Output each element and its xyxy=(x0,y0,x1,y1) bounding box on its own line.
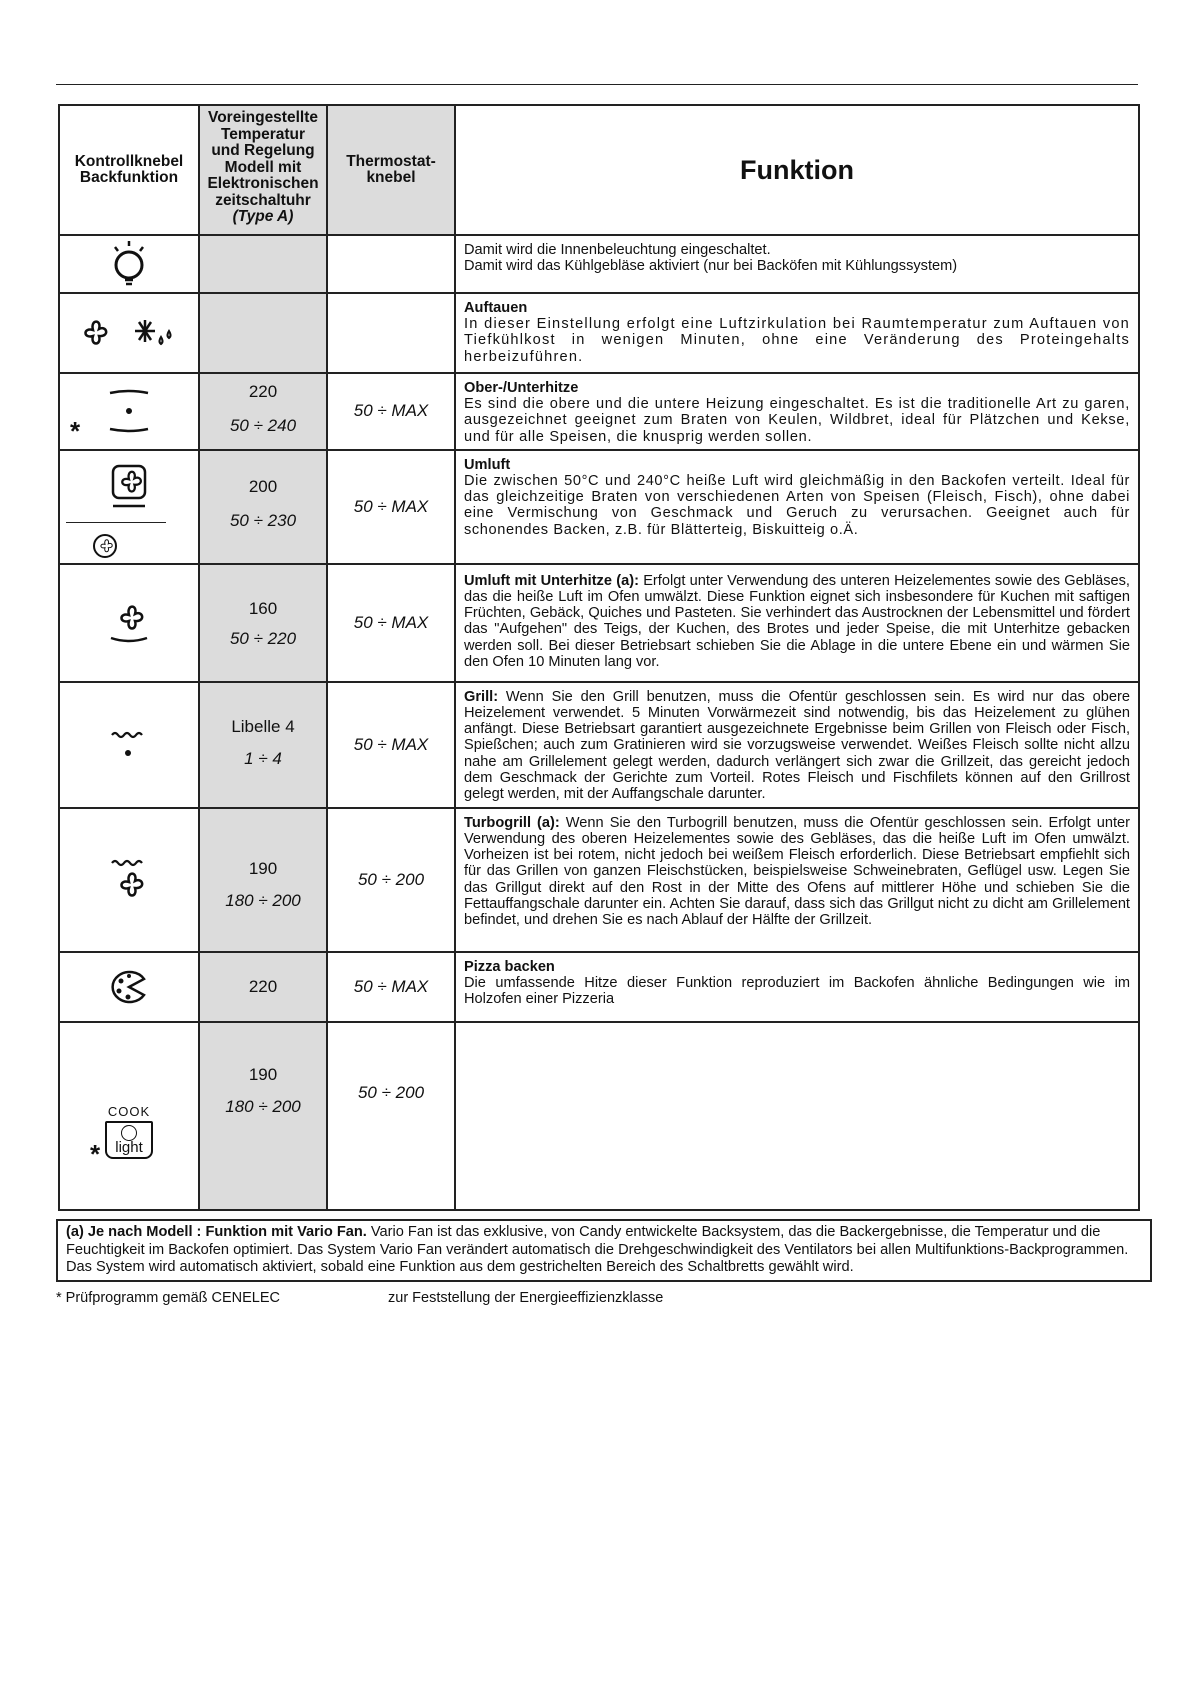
function-description xyxy=(455,1022,1139,1210)
lamp-icon xyxy=(59,235,199,293)
preset-temp-cell: 200 50 ÷ 230 xyxy=(199,450,327,564)
table-row xyxy=(59,808,1139,952)
function-description: Pizza backen Die umfassende Hitze dieser Funktion reproduziert im Backofen ähnliche Bedingungen wie im Holzofen einer Pizzeria xyxy=(455,952,1139,1022)
top-bottom-heat-icon xyxy=(59,373,199,450)
grill-icon xyxy=(59,682,199,808)
turbogrill-icon xyxy=(59,808,199,952)
energy-test-asterisk: * xyxy=(70,416,81,446)
preset-temp-cell: 190 180 ÷ 200 xyxy=(199,1022,327,1210)
thermostat-cell: 50 ÷ MAX xyxy=(327,682,455,808)
function-description: Auftauen In dieser Einstellung erfolgt eine Luftzirkulation bei Raumtemperatur zum Auftauen von Tiefkühlkost in wenigen Minuten, ohne eine Veränderung des Proteingehalts herbeizuführen. xyxy=(455,293,1139,373)
table-row xyxy=(59,450,1139,564)
header-thermostat: Thermostat- knebel xyxy=(327,105,455,235)
preset-temp-cell: 220 xyxy=(199,952,327,1022)
function-table xyxy=(58,104,1140,1211)
preset-temp-cell: 190 180 ÷ 200 xyxy=(199,808,327,952)
energy-test-asterisk: * xyxy=(90,1138,101,1169)
footnote-cenelec: * Prüfprogramm gemäß CENELEC xyxy=(56,1290,281,1306)
function-description: Umluft Die zwischen 50°C und 240°C heiße Luft wird gleichmäßig in den Backofen verteilt. Ideal für das gleichzeitige Braten von verschiedenen Arten von Speisen (Fleisch, Fisch), ohne dabei eine Vermischung von Geschmack und Geruch zu verursachen. Geeignet auch für schonendes Backen, z.B. für Blätterteig, Biskuitteig o.Ä. xyxy=(455,450,1139,564)
table-header-row xyxy=(59,105,1139,235)
preset-temp-cell xyxy=(199,293,327,373)
function-description: Ober-/Unterhitze Es sind die obere und die untere Heizung eingeschaltet. Es ist die traditionelle Art zu garen, ausgezeichnet geeignet zum Braten von Keulen, Wildbret, ideal für Plätzchen und Kekse, und für alle Speisen, die knusprig werden sollen. xyxy=(455,373,1139,450)
thermostat-cell xyxy=(327,293,455,373)
header-preset-temp: Voreingestellte Temperatur und Regelung Modell mit Elektronischen zeitschaltuhr (Type A) xyxy=(199,105,327,235)
top-rule xyxy=(56,84,1138,85)
function-description: Grill: Wenn Sie den Grill benutzen, muss die Ofentür geschlossen sein. Es wird nur das obere Heizelement verwendet. 5 Minuten Vorwärmezeit sind notwendig, bis das Heizelement zu glühen anfängt. Diese Betriebsart garantiert ausgezeichnete Ergebnisse beim Grillen von Fleisch oder Fisch, Spießchen; auch zum Gratinieren wird sie vorzugsweise verwendet. Weißes Fleisch sollte nicht allzu nahe am Grillelement gelegt werden, dadurch verlängert sich zwar die Grillzeit, das gereicht jedoch dem Geschmack der Gerichte zum Vorteil. Rotes Fleisch und Fischfilets können auf den Grillrost gelegt werden, mit der Auffangschale darunter. xyxy=(455,682,1139,808)
function-description: Umluft mit Unterhitze (a): Erfolgt unter Verwendung des unteren Heizelementes sowie des Gebläses, das die heiße Luft im Ofen umwälzt. Diese Funktion eignet sich insbesondere für Kuchen mit saftigen Früchten, Gebäck, Quiches und Pasteten. Sie verhindert das Austrocknen der Lebensmittel und fördert das "Aufgehen" des Teigs, der Kuchen, des Brotes und jeder Speise, die mit Unterhitze gebacken werden soll. Bei dieser Betriebsart schieben Sie die Ablage in die untere Ebene ein und wärmen Sie den Ofen 10 Minuten lang vor. xyxy=(455,564,1139,682)
table-row xyxy=(59,235,1139,293)
thermostat-cell: 50 ÷ MAX xyxy=(327,450,455,564)
footnote-energy-class: zur Feststellung der Energieeffizienzklasse xyxy=(388,1290,664,1306)
header-function: Funktion xyxy=(455,105,1139,235)
thermostat-cell: 50 ÷ 200 xyxy=(327,1022,455,1210)
table-row xyxy=(59,1022,1139,1210)
vario-fan-note: (a) Je nach Modell : Funktion mit Vario Fan. Vario Fan ist das exklusive, von Candy entwickelte Backsystem, das die Backergebnisse, die Temperatur und die Feuchtigkeit im Backofen optimiert. Das System Vario Fan verändert automatisch die Drehgeschwindigkeit des Ventilators bei allen Multifunktions-Backprogrammen. Das System wird automatisch aktiviert, sobald eine Funktion aus dem gestrichelten Bereich des Schaltbretts gewählt wird. xyxy=(56,1219,1152,1282)
thermostat-cell: 50 ÷ MAX xyxy=(327,952,455,1022)
header-control-knob: Kontrollknebel Backfunktion xyxy=(59,105,199,235)
thermostat-cell: 50 ÷ 200 xyxy=(327,808,455,952)
thermostat-cell: 50 ÷ MAX xyxy=(327,564,455,682)
cook-light-icon: COOK light * xyxy=(59,1022,199,1210)
table-row xyxy=(59,373,1139,450)
function-description: Turbogrill (a): Wenn Sie den Turbogrill benutzen, muss die Ofentür geschlossen sein. Erfolgt unter Verwendung des oberen Heizelementes sowie des Gebläses, das die heiße Luft im Ofen umwälzt. Vorheizen ist bei rotem, nicht jedoch bei weißem Fleisch erforderlich. Diese Betriebsart empfiehlt sich für das Grillen von ganzen Fleischstücken, beispielsweise Schweinebraten, Geflügel usw. Legen Sie das Grillgut direkt auf den Rost in der Mitte des Ofens auf mittlerer Höhe und schieben Sie die Fettauffangschale darunter ein. Achten Sie darauf, dass sich das Grillgut nicht zu dicht am Grillelement befindet, und drehen Sie es nach Ablauf der Hälfte der Grillzeit. xyxy=(455,808,1139,952)
defrost-icon xyxy=(59,293,199,373)
preset-temp-cell: Libelle 4 1 ÷ 4 xyxy=(199,682,327,808)
preset-temp-cell: 160 50 ÷ 220 xyxy=(199,564,327,682)
pizza-icon xyxy=(59,952,199,1022)
fan-ring-icon xyxy=(59,450,199,564)
preset-temp-cell xyxy=(199,235,327,293)
table-row xyxy=(59,293,1139,373)
table-row xyxy=(59,564,1139,682)
table-row xyxy=(59,952,1139,1022)
thermostat-cell: 50 ÷ MAX xyxy=(327,373,455,450)
function-description: Damit wird die Innenbeleuchtung eingeschaltet. Damit wird das Kühlgebläse aktiviert (nur bei Backöfen mit Kühlungssystem) xyxy=(455,235,1139,293)
table-row xyxy=(59,682,1139,808)
fan-bottom-heat-icon xyxy=(59,564,199,682)
preset-temp-cell: 220 50 ÷ 240 xyxy=(199,373,327,450)
thermostat-cell xyxy=(327,235,455,293)
